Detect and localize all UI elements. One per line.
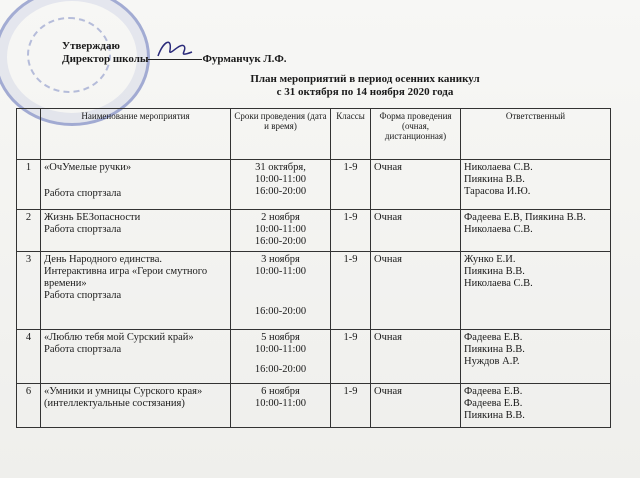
event-line: Интерактивна игра «Герои смутного: [44, 266, 208, 277]
responsible-line: Пиякина В.В.: [464, 266, 525, 277]
approval-name: Фурманчук Л.Ф.: [202, 53, 287, 65]
row-responsible: [461, 252, 611, 330]
header-form: Форма проведения (очная, дистанционная): [371, 109, 461, 160]
row-form: Очная: [371, 160, 461, 210]
table-row: [17, 252, 611, 330]
approval-line1: Утверждаю: [62, 40, 120, 52]
date-line: 16:00-20:00: [254, 306, 307, 317]
date-line: 31 октября,: [255, 162, 306, 173]
responsible-line: Фадеева Е.В.: [464, 398, 523, 409]
responsible-line: Нуждов А.Р.: [464, 356, 520, 367]
event-line: «Люблю тебя мой Сурский край»: [44, 332, 194, 343]
row-dates: [231, 160, 331, 210]
date-line: 5 ноября: [261, 332, 300, 343]
row-number: 2: [17, 210, 41, 252]
row-event: [41, 330, 231, 384]
row-number: 3: [17, 252, 41, 330]
header-num: [17, 109, 41, 160]
responsible-line: Пиякина В.В.: [464, 344, 525, 355]
event-line: времени»: [44, 278, 87, 289]
row-form: Очная: [371, 330, 461, 384]
date-line: 6 ноября: [261, 386, 300, 397]
row-form: Очная: [371, 252, 461, 330]
table-header-row: [17, 109, 611, 160]
signature-mark: [154, 36, 194, 62]
event-line: Работа спортзала: [44, 290, 122, 301]
responsible-line: Фадеева Е.В, Пиякина В.В.: [464, 212, 586, 223]
date-line: 10:00-11:00: [255, 174, 306, 185]
row-grades: 1-9: [331, 252, 371, 330]
row-event: [41, 160, 231, 210]
row-grades: 1-9: [331, 210, 371, 252]
event-line: Работа спортзала: [44, 344, 122, 355]
date-line: 10:00-11:00: [255, 266, 306, 277]
event-line: «Умники и умницы Сурского края»: [44, 386, 203, 397]
header-responsible: Ответственный: [461, 109, 611, 160]
header-dates: Сроки проведения (дата и время): [231, 109, 331, 160]
header-event: Наименование мероприятия: [41, 109, 231, 160]
event-line: День Народного единства.: [44, 254, 163, 265]
date-line: 16:00-20:00: [254, 236, 307, 247]
responsible-line: Жунко Е.И.: [464, 254, 516, 265]
row-responsible: [461, 330, 611, 384]
row-dates: [231, 330, 331, 384]
date-line: 16:00-20:00: [254, 186, 307, 197]
row-number: 1: [17, 160, 41, 210]
table-row: [17, 384, 611, 428]
event-line: Работа спортзала: [44, 224, 122, 235]
row-dates: [231, 210, 331, 252]
approval-position: Директор школы: [62, 53, 149, 65]
row-grades: 1-9: [331, 330, 371, 384]
plan-title-line2: с 31 октября по 14 ноября 2020 года: [276, 86, 454, 98]
responsible-line: Фадеева Е.В.: [464, 332, 523, 343]
responsible-line: Пиякина В.В.: [464, 410, 525, 421]
plan-title: [200, 73, 530, 99]
event-line: Жизнь БЕЗопасности: [44, 212, 141, 223]
date-line: 10:00-11:00: [255, 398, 306, 409]
row-dates: [231, 384, 331, 428]
event-line: Работа спортзала: [44, 188, 122, 199]
date-line: 16:00-20:00: [254, 364, 307, 375]
event-line: «ОчУмелые ручки»: [44, 162, 132, 173]
event-line: (интеллектуальные состязания): [44, 398, 185, 409]
row-form: Очная: [371, 384, 461, 428]
schedule-table: [16, 108, 611, 428]
responsible-line: Фадеева Е.В.: [464, 386, 523, 397]
row-responsible: [461, 384, 611, 428]
row-grades: 1-9: [331, 160, 371, 210]
date-line: 10:00-11:00: [255, 224, 306, 235]
header-grades: Классы: [331, 109, 371, 160]
table-row: [17, 210, 611, 252]
row-responsible: [461, 160, 611, 210]
responsible-line: Николаева С.В.: [464, 162, 533, 173]
plan-title-line1: План мероприятий в период осенних каникул: [250, 73, 480, 85]
date-line: 10:00-11:00: [255, 344, 306, 355]
row-form: Очная: [371, 210, 461, 252]
table-row: [17, 330, 611, 384]
row-event: [41, 210, 231, 252]
date-line: 2 ноября: [261, 212, 300, 223]
date-line: 3 ноября: [261, 254, 300, 265]
responsible-line: Николаева С.В.: [464, 278, 533, 289]
responsible-line: Тарасова И.Ю.: [464, 186, 531, 197]
row-number: 4: [17, 330, 41, 384]
row-event: [41, 384, 231, 428]
responsible-line: Николаева С.В.: [464, 224, 533, 235]
row-number: 6: [17, 384, 41, 428]
row-responsible: [461, 210, 611, 252]
responsible-line: Пиякина В.В.: [464, 174, 525, 185]
row-grades: 1-9: [331, 384, 371, 428]
row-dates: [231, 252, 331, 330]
row-event: [41, 252, 231, 330]
table-row: [17, 160, 611, 210]
